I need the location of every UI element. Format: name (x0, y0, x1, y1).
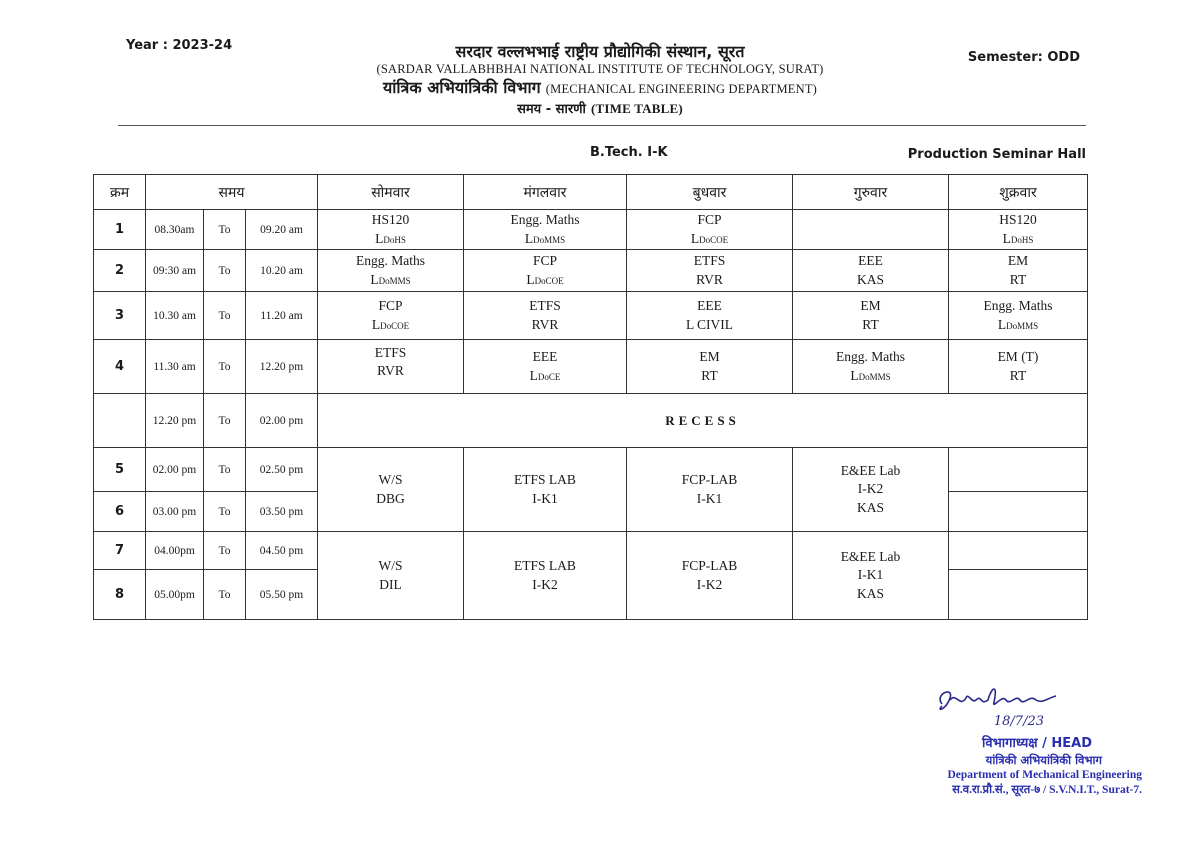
faculty-subscript: DoMMS (378, 275, 411, 286)
slot-start: 12.20 pm (146, 394, 204, 448)
timetable-cell (949, 340, 1088, 394)
lab-cell (793, 448, 949, 532)
column-header-thursday: गुरुवार (793, 175, 949, 210)
header-divider (118, 125, 1086, 126)
table-row (94, 448, 1088, 492)
faculty-subscript: DoCOE (699, 234, 729, 245)
course-code: EEE (532, 349, 558, 365)
course-code: W/S (378, 472, 403, 488)
batch-code: I-K1 (696, 490, 723, 506)
timetable-cell (318, 292, 464, 340)
signature-date: 18/7/23 (993, 714, 1044, 729)
timetable-cell (627, 340, 793, 394)
slot-to: To (204, 292, 246, 340)
lab-cell (464, 448, 627, 532)
department-name-english: (MECHANICAL ENGINEERING DEPARTMENT) (545, 81, 818, 96)
column-header-time: समय (146, 175, 318, 210)
column-header-tuesday: मंगलवार (464, 175, 627, 210)
lab-cell (318, 532, 464, 620)
course-code: HS120 (371, 212, 410, 228)
stamp-institute: स.व.रा.प्रौ.सं., सूरत-७ / S.V.N.I.T., Surat-7. (952, 783, 1142, 796)
timetable-cell (793, 340, 949, 394)
slot-number: 1 (94, 210, 146, 250)
recess-row (94, 394, 1088, 448)
timetable (93, 174, 1088, 620)
table-row (94, 532, 1088, 570)
semester-label: Semester: ODD (967, 50, 1080, 65)
course-code: Engg. Maths (510, 212, 580, 228)
course-code: ETFS LAB (514, 472, 576, 488)
timetable-cell (627, 250, 793, 292)
course-code: Engg. Maths (983, 298, 1053, 314)
timetable-cell-empty (949, 492, 1088, 532)
faculty-code: LDoCOE (526, 271, 564, 287)
faculty-code: LDoHS (375, 230, 406, 246)
timetable-cell (949, 250, 1088, 292)
course-code: W/S (378, 558, 403, 574)
timetable-cell (464, 210, 627, 250)
timetable-cell (464, 250, 627, 292)
faculty-subscript: DoCOE (380, 320, 410, 331)
slot-to: To (204, 250, 246, 292)
column-header-friday: शुक्रवार (949, 175, 1088, 210)
batch-code: I-K2 (532, 576, 558, 592)
faculty-code: RT (1009, 367, 1027, 383)
batch-code: I-K1 (532, 490, 558, 506)
recess-label: RECESS (318, 394, 1088, 448)
course-code: EEE (858, 253, 883, 269)
faculty-code: RT (862, 316, 879, 332)
batch-code: I-K1 (857, 567, 884, 583)
slot-end: 10.20 am (246, 250, 318, 292)
faculty-code: L CIVIL (685, 316, 734, 332)
timetable-cell (464, 292, 627, 340)
faculty-code: RT (701, 367, 718, 383)
faculty-code: DBG (376, 490, 405, 506)
slot-start: 05.00pm (146, 570, 204, 620)
timetable-cell (318, 210, 464, 250)
course-code: ETFS (693, 253, 726, 269)
timetable-cell (318, 250, 464, 292)
table-header-row (94, 175, 1088, 210)
faculty-code: RVR (531, 316, 559, 332)
table-row (94, 292, 1088, 340)
department-head-stamp (902, 736, 1142, 798)
slot-start: 04.00pm (146, 532, 204, 570)
institute-name-hindi: सरदार वल्लभभाई राष्ट्रीय प्रौद्योगिकी संस्थान, सूरत (455, 42, 745, 61)
table-row (94, 210, 1088, 250)
slot-to: To (204, 492, 246, 532)
faculty-code: DIL (379, 576, 402, 592)
slot-end: 11.20 am (246, 292, 318, 340)
timetable-cell (949, 210, 1088, 250)
course-code: ETFS LAB (514, 558, 576, 574)
lab-cell (627, 532, 793, 620)
lab-cell (793, 532, 949, 620)
venue-label: Production Seminar Hall (907, 147, 1086, 162)
slot-to: To (204, 394, 246, 448)
faculty-code: LDoHS (1002, 230, 1034, 246)
slot-to: To (204, 532, 246, 570)
slot-end: 12.20 pm (246, 340, 318, 394)
stamp-department-english: Department of Mechanical Engineering (947, 768, 1142, 781)
course-code: FCP-LAB (681, 472, 738, 488)
slot-end: 05.50 pm (246, 570, 318, 620)
timetable-title-hindi: समय - सारणी (517, 101, 586, 117)
slot-start: 09:30 am (146, 250, 204, 292)
faculty-subscript: DoMMS (1006, 320, 1039, 331)
course-code: E&EE Lab (840, 549, 901, 565)
course-code: E&EE Lab (840, 463, 901, 479)
slot-start: 02.00 pm (146, 448, 204, 492)
batch-code: I-K2 (857, 481, 884, 497)
timetable-cell (627, 292, 793, 340)
faculty-code: LDoCOE (371, 316, 410, 332)
faculty-subscript: DoMMS (858, 371, 891, 382)
timetable-title-english: (TIME TABLE) (591, 100, 683, 116)
faculty-code: LDoMMS (370, 271, 411, 287)
faculty-code: LDoMMS (997, 316, 1039, 332)
document-header (300, 42, 900, 118)
faculty-subscript: DoCE (537, 371, 561, 382)
timetable-cell (793, 250, 949, 292)
slot-to: To (204, 340, 246, 394)
faculty-code: LDoCE (529, 367, 561, 383)
course-code: EM (699, 349, 720, 365)
faculty-code: KAS (856, 499, 884, 515)
slot-to: To (204, 210, 246, 250)
course-code: FCP (532, 253, 558, 269)
slot-number: 5 (94, 448, 146, 492)
course-code: Engg. Maths (836, 349, 905, 365)
faculty-code: KAS (856, 271, 884, 287)
course-code: EM (T) (997, 349, 1039, 365)
column-header-sr: क्रम (94, 175, 146, 210)
slot-start: 10.30 am (146, 292, 204, 340)
course-code: ETFS (374, 345, 407, 360)
slot-number: 7 (94, 532, 146, 570)
class-name: B.Tech. I-K (590, 145, 668, 160)
table-row (94, 340, 1088, 394)
course-code: Engg. Maths (356, 253, 425, 269)
slot-number: 4 (94, 340, 146, 394)
faculty-code: LDoCOE (690, 230, 729, 246)
batch-code: I-K2 (696, 576, 723, 592)
course-code: EM (1007, 253, 1029, 269)
academic-year: Year : 2023-24 (126, 38, 233, 53)
slot-start: 11.30 am (146, 340, 204, 394)
slot-end: 03.50 pm (246, 492, 318, 532)
timetable-title (300, 98, 900, 118)
column-header-wednesday: बुधवार (627, 175, 793, 210)
faculty-subscript: DoHS (383, 234, 406, 245)
faculty-code: LDoMMS (524, 230, 566, 246)
lab-cell (627, 448, 793, 532)
slot-end: 02.50 pm (246, 448, 318, 492)
timetable-cell (627, 210, 793, 250)
slot-start: 08.30am (146, 210, 204, 250)
timetable-cell (318, 340, 464, 394)
slot-number: 3 (94, 292, 146, 340)
department-line (300, 78, 900, 98)
course-code: ETFS (529, 298, 561, 314)
slot-number: 8 (94, 570, 146, 620)
timetable-cell-empty (793, 210, 949, 250)
timetable-cell (949, 292, 1088, 340)
slot-number (94, 394, 146, 448)
faculty-code: RT (1009, 271, 1027, 287)
faculty-subscript: DoCOE (534, 275, 564, 286)
timetable-cell (464, 340, 627, 394)
table-row (94, 250, 1088, 292)
slot-number: 6 (94, 492, 146, 532)
column-header-monday: सोमवार (318, 175, 464, 210)
timetable-cell-empty (949, 448, 1088, 492)
course-code: HS120 (999, 212, 1037, 228)
slot-end: 04.50 pm (246, 532, 318, 570)
timetable-cell-empty (949, 570, 1088, 620)
slot-number: 2 (94, 250, 146, 292)
course-code: FCP (378, 298, 403, 314)
faculty-code: RVR (377, 363, 404, 379)
lab-cell (464, 532, 627, 620)
institute-name-english: (SARDAR VALLABHBHAI NATIONAL INSTITUTE OF TECHNOLOGY, SURAT) (376, 62, 824, 76)
slot-end: 09.20 am (246, 210, 318, 250)
faculty-code: RVR (696, 271, 723, 287)
faculty-subscript: DoMMS (533, 234, 566, 245)
department-name-hindi: यांत्रिक अभियांत्रिकी विभाग (382, 77, 541, 97)
course-code: EM (860, 298, 881, 314)
faculty-code: LDoMMS (850, 367, 891, 383)
stamp-department-hindi: यांत्रिकी अभियांत्रिकी विभाग (985, 752, 1102, 767)
stamp-title: विभागाध्यक्ष / HEAD (982, 736, 1092, 751)
course-code: FCP-LAB (681, 558, 738, 574)
lab-cell (318, 448, 464, 532)
slot-to: To (204, 448, 246, 492)
course-code: EEE (697, 298, 722, 314)
course-code: FCP (697, 212, 722, 228)
timetable-cell-empty (949, 532, 1088, 570)
timetable-cell (793, 292, 949, 340)
faculty-subscript: DoHS (1010, 234, 1034, 245)
slot-end: 02.00 pm (246, 394, 318, 448)
slot-to: To (204, 570, 246, 620)
slot-start: 03.00 pm (146, 492, 204, 532)
faculty-code: KAS (856, 585, 884, 601)
